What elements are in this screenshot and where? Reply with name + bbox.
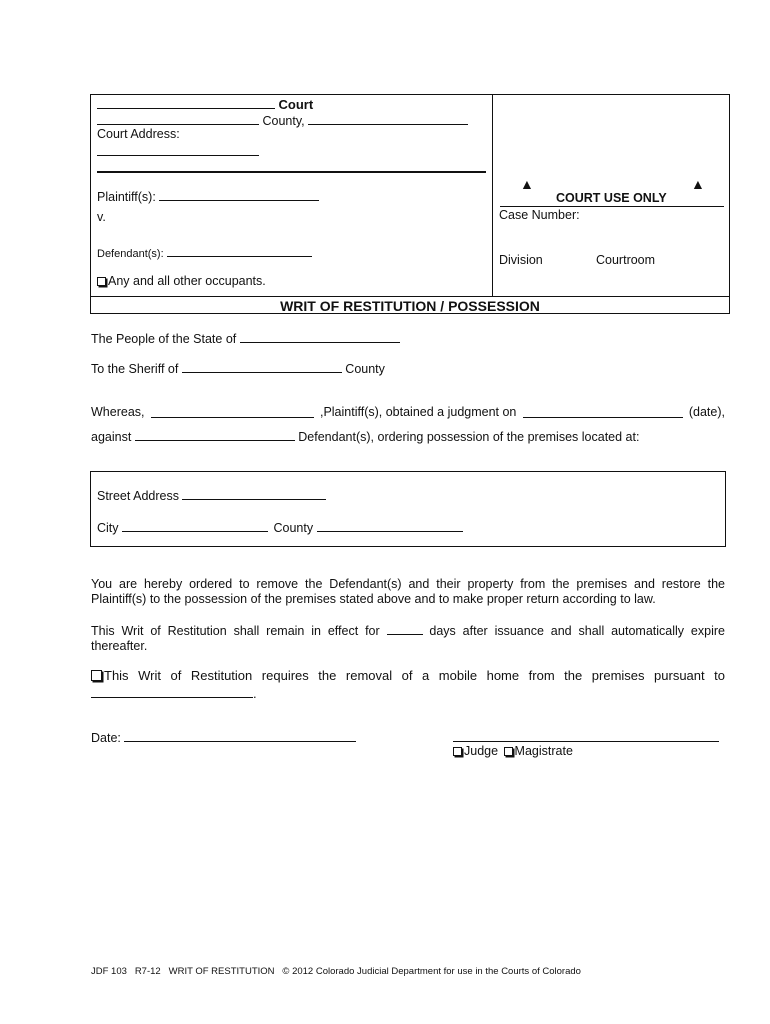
address-county-field[interactable] xyxy=(317,519,463,532)
division-label: Division xyxy=(499,253,543,267)
address-county-label: County xyxy=(273,521,314,535)
whereas-line xyxy=(91,405,725,419)
judicial-officer-row xyxy=(453,744,573,758)
sheriff-county-field[interactable] xyxy=(182,360,342,373)
footer: JDF 103 R7-12 WRIT OF RESTITUTION © 2012 Colorado Judicial Department for use in the Courts of Colorado xyxy=(91,966,581,977)
mobile-home-end: . xyxy=(253,686,257,701)
court-address-label: Court Address: xyxy=(97,127,180,141)
effect-suffix: days after issuance and shall automatically expire thereafter. xyxy=(91,624,725,653)
effect-paragraph xyxy=(91,622,725,654)
title-divider xyxy=(90,296,730,297)
whereas-plaintiff-field[interactable] xyxy=(151,405,314,418)
plaintiff-field[interactable] xyxy=(159,188,319,201)
date-line xyxy=(91,729,356,745)
against-line xyxy=(91,428,639,444)
court-address-field[interactable] xyxy=(97,143,259,156)
address-box xyxy=(90,471,726,547)
court-line xyxy=(97,96,313,112)
court-use-only: COURT USE ONLY xyxy=(556,191,667,205)
court-use-divider xyxy=(500,206,724,207)
effect-days-field[interactable] xyxy=(387,622,423,635)
order-paragraph: You are hereby ordered to remove the Defendant(s) and their property from the premises and restore the Plaintiff(s) to the possession of the premises stated above and to make proper return according to law. xyxy=(91,577,725,606)
court-name-field[interactable] xyxy=(97,96,275,109)
date-label: Date: xyxy=(91,731,121,745)
against-prefix: against xyxy=(91,430,132,444)
street-field[interactable] xyxy=(182,487,326,500)
occupants-label: Any and all other occupants. xyxy=(108,274,266,288)
judge-checkbox[interactable] xyxy=(453,747,462,756)
whereas-mid: ,Plaintiff(s), obtained a judgment on xyxy=(319,405,517,419)
judge-label: Judge xyxy=(464,744,499,758)
court-suffix: Court xyxy=(278,97,314,112)
plaintiff-line xyxy=(97,188,319,204)
against-defendant-field[interactable] xyxy=(135,428,295,441)
courtroom-label: Courtroom xyxy=(596,253,656,267)
people-label: The People of the State of xyxy=(91,332,237,346)
county-name-field[interactable] xyxy=(97,112,259,125)
street-line xyxy=(97,487,326,503)
whereas-suffix: (date), xyxy=(688,405,725,419)
city-line xyxy=(97,519,463,535)
sheriff-prefix: To the Sheriff of xyxy=(91,362,179,376)
city-field[interactable] xyxy=(122,519,268,532)
defendant-line xyxy=(97,246,312,260)
document-title: WRIT OF RESTITUTION / POSSESSION xyxy=(280,298,540,314)
effect-prefix: This Writ of Restitution shall remain in effect for xyxy=(91,624,380,638)
people-line xyxy=(91,330,400,346)
magistrate-label: Magistrate xyxy=(514,744,573,758)
mobile-home-checkbox[interactable] xyxy=(91,670,102,681)
sheriff-line xyxy=(91,360,385,376)
whereas-prefix: Whereas, xyxy=(91,405,145,419)
up-arrow-left-icon: ▲ xyxy=(520,176,534,192)
state-field[interactable] xyxy=(308,112,468,125)
up-arrow-right-icon: ▲ xyxy=(691,176,705,192)
signature-line[interactable] xyxy=(453,741,719,742)
street-label: Street Address xyxy=(97,489,179,503)
against-suffix: Defendant(s), ordering possession of the premises located at: xyxy=(298,430,640,444)
mobile-home-text: This Writ of Restitution requires the removal of a mobile home from the premises pursuant to xyxy=(104,668,725,683)
defendant-field[interactable] xyxy=(167,246,312,257)
mobile-home-paragraph xyxy=(91,667,725,703)
judgment-date-field[interactable] xyxy=(523,405,683,418)
caption-divider xyxy=(492,94,493,296)
versus-label: v. xyxy=(97,210,106,224)
mobile-home-statute-field[interactable] xyxy=(91,685,253,698)
occupants-row xyxy=(97,274,266,288)
plaintiff-label: Plaintiff(s): xyxy=(97,190,156,204)
date-field[interactable] xyxy=(124,729,356,742)
magistrate-checkbox[interactable] xyxy=(504,747,513,756)
state-name-field[interactable] xyxy=(240,330,400,343)
defendant-label: Defendant(s): xyxy=(97,248,164,260)
court-address-line-2[interactable] xyxy=(97,171,486,173)
city-label: City xyxy=(97,521,119,535)
occupants-checkbox[interactable] xyxy=(97,277,106,286)
case-number-label: Case Number: xyxy=(499,208,580,222)
sheriff-suffix: County xyxy=(345,362,385,376)
county-line xyxy=(97,112,468,128)
county-label: County, xyxy=(262,114,305,128)
